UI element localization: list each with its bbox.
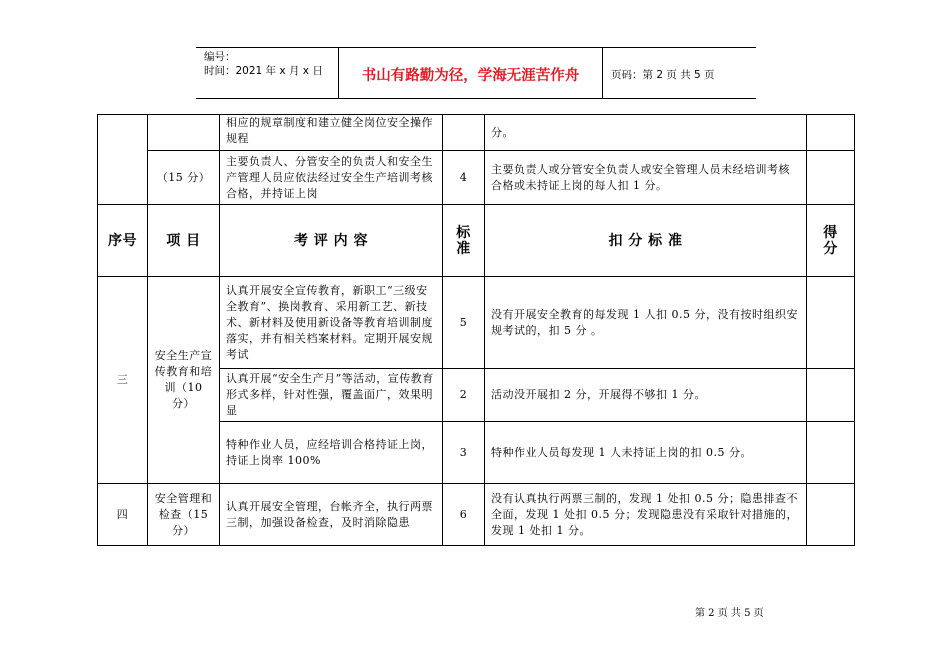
table-row [98,115,855,151]
page-header [196,47,756,99]
header-standard-1: 标 [456,224,471,241]
content-cell: 主要负责人、分管安全的负责人和安全生产管理人员应依法经过安全生产培训考核合格，并持证上岗 [220,151,443,205]
item-cell [148,115,220,151]
header-motto: 书山有路勤为径，学海无涯苦作舟 [339,48,603,98]
deduct-cell: 活动没开展扣 2 分，开展得不够扣 1 分。 [485,369,807,422]
standard-cell: 2 [443,369,485,422]
header-standard-2: 准 [456,240,471,257]
item-cell: （15 分） [148,151,220,205]
page-footer: 第 2 页 共 5 页 [695,608,764,619]
header-score-2: 分 [823,240,838,257]
number-label: 编号： [204,51,236,63]
table-row [98,151,855,205]
seq-cell [98,115,148,205]
standard-cell: 4 [443,151,485,205]
header-item: 项 目 [148,205,220,277]
standard-cell: 3 [443,422,485,484]
content-cell: 认真开展安全宣传教育，新职工“三级安全教育”、换岗教育、采用新工艺、新技术、新材料及使用新设备等教育培训制度落实，并有相关档案材料。定期开展安规考试 [220,277,443,369]
header-page-label: 页码：第 2 页 共 5 页 [611,68,715,81]
seq-cell: 四 [98,484,148,546]
content-cell: 特种作业人员，应经培训合格持证上岗，持证上岗率 100% [220,422,443,484]
table-row [98,277,855,369]
score-cell [807,422,855,484]
score-cell [807,484,855,546]
header-seq: 序号 [98,205,148,277]
deduct-cell: 没有认真执行两票三制的，发现 1 处扣 0.5 分；隐患排查不全面，发现 1 处扣 0.5 分；发现隐患没有采取针对措施的，发现 1 处扣 1 分。 [485,484,807,546]
header-score-1: 得 [823,224,838,241]
table-header-row [98,205,855,277]
header-deduct: 扣 分 标 准 [485,205,807,277]
score-cell [807,369,855,422]
item-cell: 安全管理和检查（15 分） [148,484,220,546]
table-row [98,484,855,546]
score-cell [807,151,855,205]
deduct-cell: 没有开展安全教育的每发现 1 人扣 0.5 分，没有按时组织安规考试的，扣 5 分 。 [485,277,807,369]
deduct-cell: 特种作业人员每发现 1 人未持证上岗的扣 0.5 分。 [485,422,807,484]
content-cell: 相应的规章制度和建立健全岗位安全操作规程 [220,115,443,151]
evaluation-table [97,114,855,546]
seq-cell: 三 [98,277,148,484]
deduct-cell: 分。 [485,115,807,151]
score-cell [807,277,855,369]
header-score [807,205,855,277]
header-standard [443,205,485,277]
standard-cell: 5 [443,277,485,369]
deduct-cell: 主要负责人或分管安全负责人或安全管理人员未经培训考核合格或未持证上岗的每人扣 1 分。 [485,151,807,205]
score-cell [807,115,855,151]
standard-cell: 6 [443,484,485,546]
content-cell: 认真开展“安全生产月”等活动，宣传教育形式多样，针对性强，覆盖面广，效果明显 [220,369,443,422]
item-cell: 安全生产宣传教育和培训（10 分） [148,277,220,484]
standard-cell [443,115,485,151]
time-label: 时间：2021 年 x 月 x 日 [204,65,323,77]
content-cell: 认真开展安全管理，台帐齐全，执行两票三制，加强设备检查，及时消除隐患 [220,484,443,546]
header-content: 考 评 内 容 [220,205,443,277]
header-meta [196,48,339,98]
